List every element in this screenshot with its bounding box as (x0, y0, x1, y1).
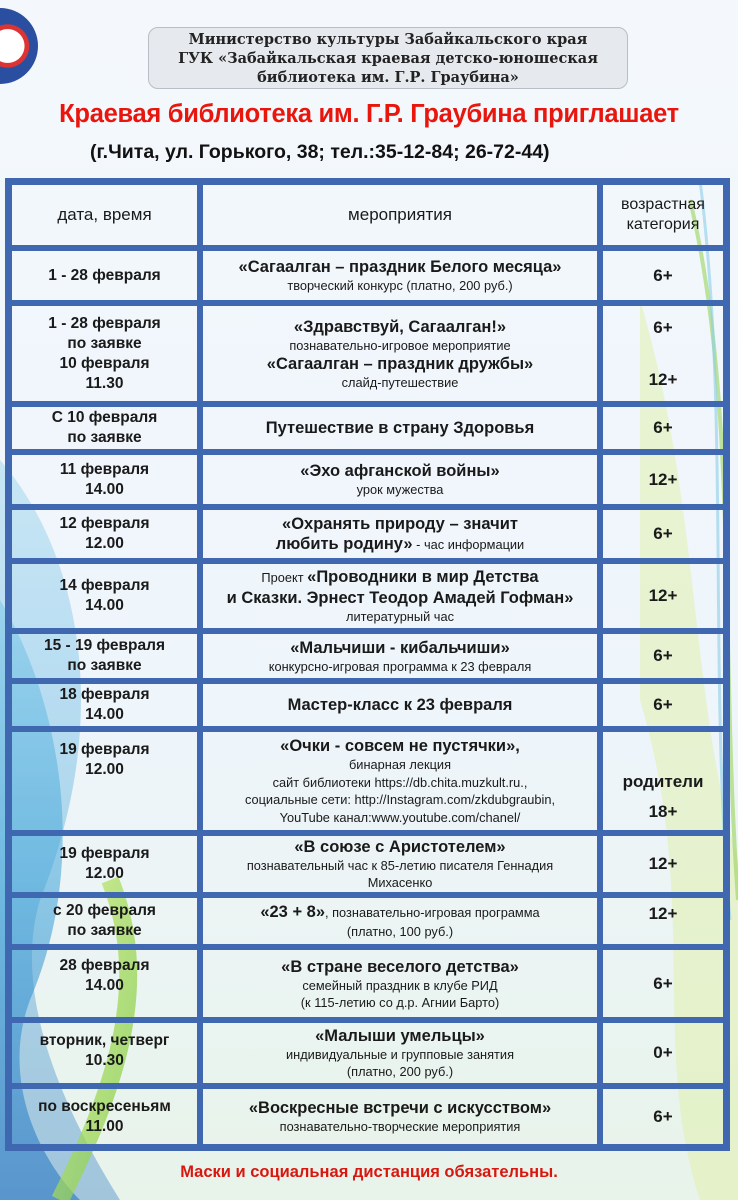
event-cell (200, 631, 600, 681)
ministry-line: библиотека им. Г.Р. Граубина» (257, 69, 519, 86)
column-header-age: возрастная категория (600, 182, 726, 248)
date-text: 12 февраля 12.00 (59, 515, 150, 552)
event-title (207, 567, 593, 608)
event-title: «Воскресные встречи с искусством» (248, 1099, 552, 1117)
events-table (5, 178, 730, 1151)
date-text: по воскресеньям 11.00 (38, 1097, 171, 1135)
age-text-second: 12+ (648, 369, 678, 389)
age-category (600, 452, 726, 507)
table-row (9, 729, 726, 833)
age-text: 12+ (648, 469, 678, 489)
date-text: 11 февраля 14.00 (59, 460, 150, 498)
date-text: 18 февраля 14.00 (59, 686, 150, 723)
event-description: , познавательно-игровая программа (325, 905, 540, 920)
age-text: 6+ (653, 973, 673, 993)
event-description: познавательно-игровое мероприятие (289, 337, 511, 353)
event-title: «Малыши умельцы» (315, 1027, 485, 1045)
age-category (600, 561, 726, 631)
event-date (9, 404, 200, 452)
table-row (9, 1020, 726, 1086)
event-date (9, 833, 200, 895)
age-text-second: 18+ (648, 802, 678, 821)
event-date (9, 1086, 200, 1147)
age-text: 6+ (653, 317, 673, 337)
event-title: «В стране веселого детства» (281, 957, 519, 976)
table-row (9, 452, 726, 507)
event-date (9, 1020, 200, 1086)
event-cell (200, 404, 600, 452)
event-date (9, 895, 200, 947)
event-title: Мастер-класс к 23 февраля (287, 696, 513, 714)
ministry-header (148, 27, 628, 89)
event-cell (200, 947, 600, 1020)
event-description: литературный час (346, 609, 454, 624)
age-text: родители (622, 772, 704, 791)
age-text: 6+ (653, 695, 673, 714)
event-description: индивидуальные и групповые занятия (платно, 200 руб.) (286, 1047, 514, 1079)
event-title (207, 514, 593, 555)
event-cell (200, 561, 600, 631)
event-title-text: «Проводники в мир Детства и Сказки. Эрнест Теодор Амадей Гофман» (226, 568, 574, 607)
event-title-second: «Сагаалган – праздник дружбы» (266, 354, 534, 373)
event-cell (200, 303, 600, 404)
event-date (9, 631, 200, 681)
event-price: (платно, 100 руб.) (346, 924, 454, 939)
page-title: Краевая библиотека им. Г.Р. Граубина приглашает (59, 100, 679, 128)
event-date (9, 561, 200, 631)
event-cell (200, 507, 600, 561)
date-text: с 20 февраля по заявке (53, 902, 156, 939)
event-date (9, 681, 200, 729)
event-cell (200, 452, 600, 507)
age-category (600, 681, 726, 729)
date-text: вторник, четверг 10.30 (39, 1032, 170, 1069)
table-row (9, 248, 726, 303)
table-row (9, 833, 726, 895)
age-category (600, 404, 726, 452)
event-title: «Здравствуй, Сагаалган!» (293, 317, 507, 336)
event-title-text: «Охранять природу – значит любить родину» (275, 514, 518, 553)
table-row (9, 303, 726, 404)
date-text: 1 - 28 февраля (48, 266, 161, 284)
event-description: урок мужества (356, 482, 444, 497)
event-cell (200, 1020, 600, 1086)
table-header-row (9, 182, 726, 248)
ministry-line: ГУК «Забайкальская краевая детско-юношеская (178, 50, 598, 67)
date-text: 1 - 28 февраля по заявке 10 февраля 11.30 (48, 314, 161, 392)
event-date (9, 248, 200, 303)
library-address: (г.Чита, ул. Горького, 38; тел.:35-12-84; 26-72-44) (90, 141, 550, 163)
date-text: 15 - 19 февраля по заявке (43, 637, 166, 674)
age-text: 6+ (653, 418, 673, 437)
age-text: 12+ (648, 586, 678, 605)
event-description: познавательный час к 85-летию писателя Геннадия Михасенко (246, 858, 554, 890)
age-category (600, 1020, 726, 1086)
event-description: познавательно-творческие мероприятия (279, 1119, 521, 1134)
event-description: творческий конкурс (платно, 200 руб.) (287, 278, 513, 293)
date-text: 28 февраля 14.00 (59, 957, 150, 994)
age-category (600, 947, 726, 1020)
event-prefix: Проект (261, 570, 308, 585)
table-row (9, 507, 726, 561)
event-title (207, 902, 593, 923)
event-cell (200, 248, 600, 303)
age-category (600, 729, 726, 833)
event-date (9, 947, 200, 1020)
date-text: 19 февраля 12.00 (59, 741, 150, 778)
column-header-event: мероприятия (200, 182, 600, 248)
table-row (9, 404, 726, 452)
age-category (600, 631, 726, 681)
date-text: С 10 февраля по заявке (51, 409, 158, 446)
event-cell (200, 833, 600, 895)
age-text: 12+ (648, 904, 678, 923)
table-row (9, 631, 726, 681)
event-title: «Очки - совсем не пустячки», (280, 737, 520, 755)
age-category (600, 303, 726, 404)
event-cell (200, 729, 600, 833)
table-row (9, 947, 726, 1020)
event-description: бинарная лекция сайт библиотеки https://db.chita.muzkult.ru., социальные сети: http://Instagram.com/zkdubgraubin, YouTube канал:www.youtube.com/chanel/ (244, 757, 556, 825)
age-category (600, 507, 726, 561)
event-title: «В союзе с Аристотелем» (294, 838, 506, 856)
event-description-second: слайд-путешествие (341, 374, 459, 390)
age-category (600, 1086, 726, 1147)
age-text: 6+ (653, 524, 673, 543)
ministry-line: Министерство культуры Забайкальского края (188, 31, 588, 48)
date-text: 19 февраля 12.00 (59, 845, 150, 882)
event-date (9, 303, 200, 404)
table-row (9, 681, 726, 729)
table-row (9, 1086, 726, 1147)
event-date (9, 729, 200, 833)
age-category (600, 833, 726, 895)
event-title: «Мальчиши - кибальчиши» (290, 638, 510, 657)
age-text: 6+ (653, 646, 673, 665)
age-category (600, 895, 726, 947)
column-header-date: дата, время (9, 182, 200, 248)
table-row (9, 895, 726, 947)
table-row (9, 561, 726, 631)
age-text: 6+ (653, 265, 673, 285)
age-text: 6+ (653, 1106, 673, 1126)
date-text: 14 февраля 14.00 (59, 577, 150, 614)
event-cell (200, 681, 600, 729)
event-description: семейный праздник в клубе РИД (к 115-летию со д.р. Агнии Барто) (300, 977, 500, 1010)
event-description: - час информации (412, 536, 525, 552)
event-date (9, 507, 200, 561)
event-date (9, 452, 200, 507)
event-description: конкурсно-игровая программа к 23 февраля (268, 658, 532, 674)
event-title: «Сагаалган – праздник Белого месяца» (238, 258, 562, 276)
event-title: «Эхо афганской войны» (300, 462, 500, 480)
age-text: 12+ (648, 854, 678, 873)
event-cell (200, 895, 600, 947)
age-category (600, 248, 726, 303)
event-title-text: «23 + 8» (260, 903, 326, 921)
event-cell (200, 1086, 600, 1147)
event-title: Путешествие в страну Здоровья (265, 419, 535, 437)
age-text: 0+ (653, 1043, 673, 1062)
footer-note: Маски и социальная дистанция обязательны. (180, 1163, 558, 1181)
